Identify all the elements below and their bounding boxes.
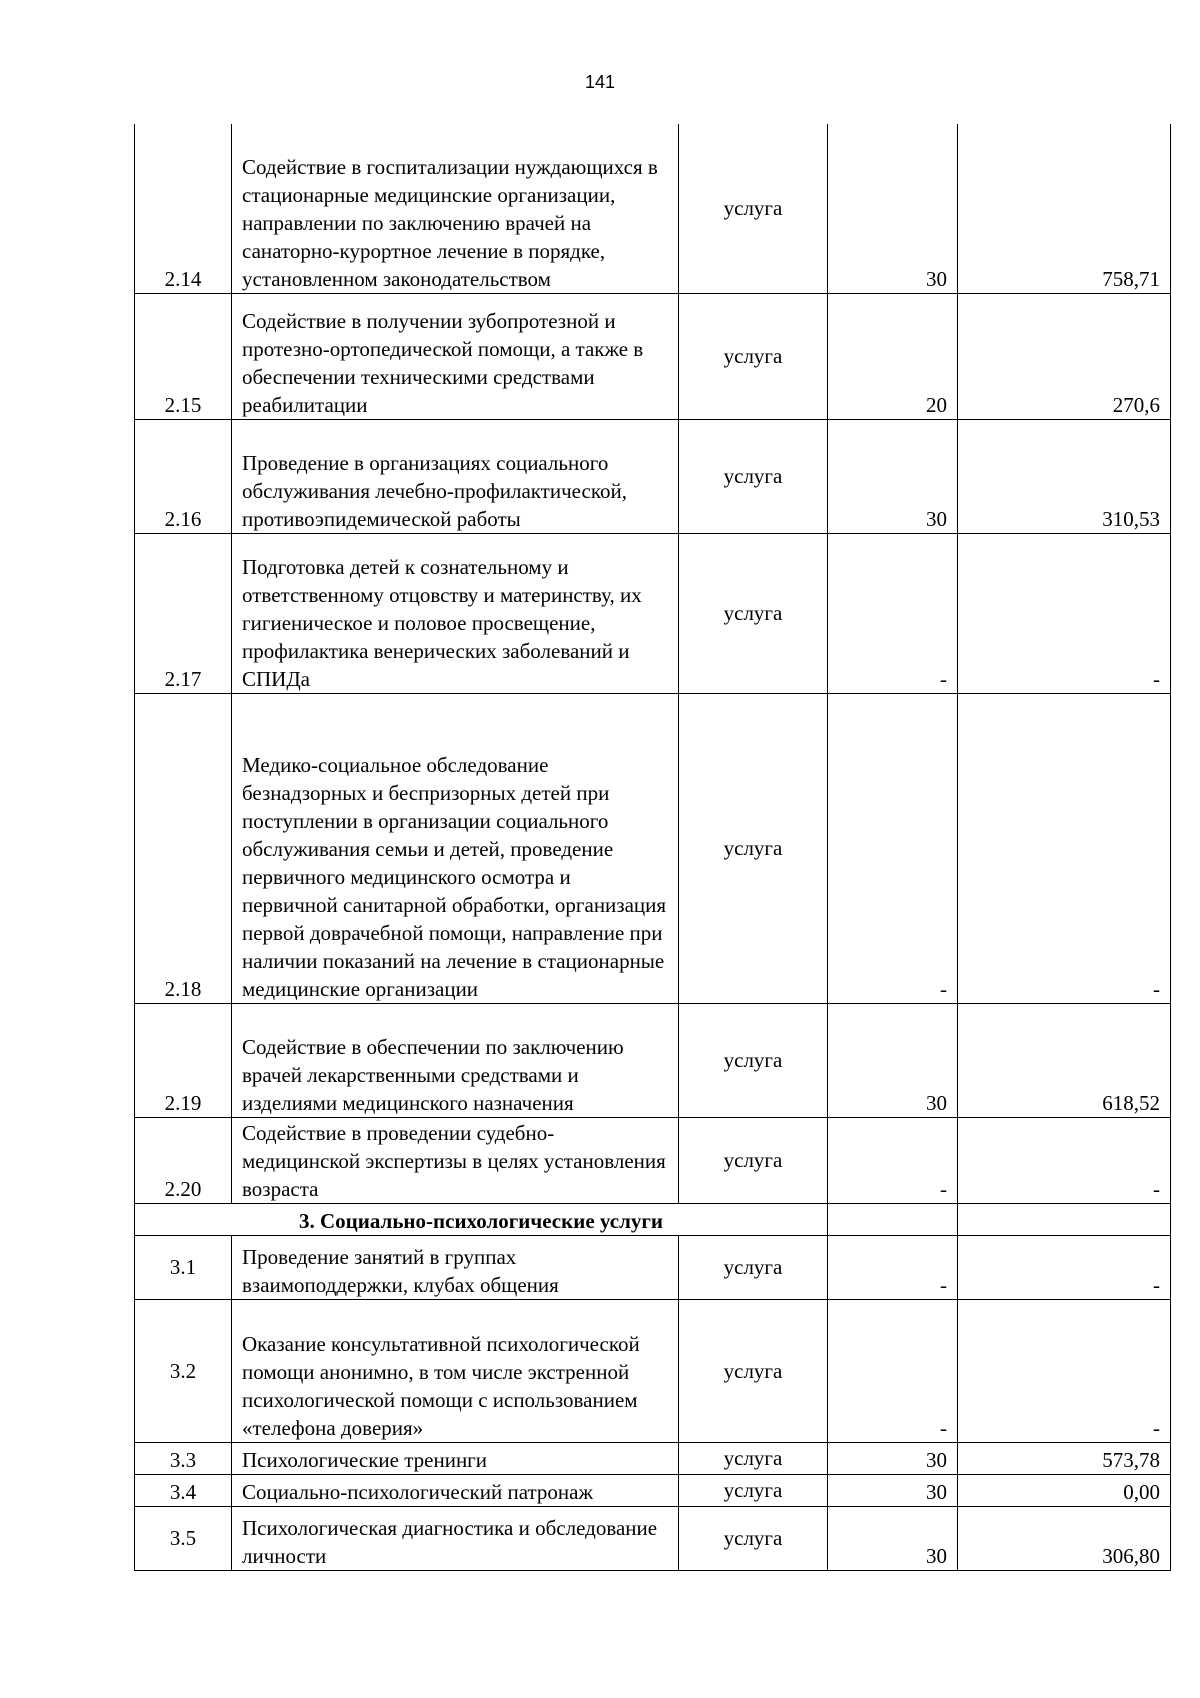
service-name: Содействие в госпитализации нуждающихся в стационарные медицинские организации, направлении по заключению врачей на санаторно-курортное лечение в порядке, установленном законодательством [232, 124, 679, 293]
service-unit: услуга [679, 293, 828, 419]
row-number: 2.15 [135, 293, 232, 419]
service-name: Содействие в получении зубопротезной и протезно-ортопедической помощи, а также в обеспечении техническими средствами реабилитации [232, 293, 679, 419]
row-number: 3.3 [135, 1442, 232, 1474]
row-number: 2.18 [135, 693, 232, 1003]
service-price: - [958, 1235, 1171, 1299]
service-name: Содействие в обеспечении по заключению врачей лекарственными средствами и изделиями медицинского назначения [232, 1003, 679, 1117]
table-row [135, 1299, 1171, 1442]
row-number: 3.5 [135, 1506, 232, 1570]
table-row [135, 1442, 1171, 1474]
service-price: - [958, 1299, 1171, 1442]
table-row [135, 419, 1171, 533]
service-quantity: - [828, 1299, 958, 1442]
service-name: Проведение в организациях социального обслуживания лечебно-профилактической, противоэпидемической работы [232, 419, 679, 533]
table-row [135, 1235, 1171, 1299]
service-price: - [958, 693, 1171, 1003]
service-price: 0,00 [958, 1474, 1171, 1506]
table-row [135, 1003, 1171, 1117]
service-quantity: 20 [828, 293, 958, 419]
empty-cell [828, 1203, 958, 1235]
service-quantity: - [828, 1117, 958, 1203]
row-number: 2.16 [135, 419, 232, 533]
section-title: 3. Социально-психологические услуги [135, 1203, 828, 1235]
row-number: 2.19 [135, 1003, 232, 1117]
page-number: 141 [584, 72, 616, 92]
service-name: Социально-психологический патронаж [232, 1474, 679, 1506]
section-header-row [135, 1203, 1171, 1235]
table-row [135, 293, 1171, 419]
table-row [135, 124, 1171, 293]
service-quantity: 30 [828, 1506, 958, 1570]
table-row [135, 1117, 1171, 1203]
service-unit: услуга [679, 1442, 828, 1474]
service-quantity: 30 [828, 1442, 958, 1474]
service-unit: услуга [679, 1299, 828, 1442]
service-name: Проведение занятий в группах взаимоподдержки, клубах общения [232, 1235, 679, 1299]
row-number: 3.2 [135, 1299, 232, 1442]
service-name: Медико-социальное обследование безнадзорных и беспризорных детей при поступлении в организации социального обслуживания семьи и детей, проведение первичного медицинского осмотра и первичной санитарной обработки, организация первой доврачебной помощи, направление при наличии показаний на лечение в стационарные медицинские организации [232, 693, 679, 1003]
service-quantity: 30 [828, 419, 958, 533]
service-quantity: 30 [828, 1003, 958, 1117]
row-number: 3.4 [135, 1474, 232, 1506]
empty-cell [958, 1203, 1171, 1235]
table-row [135, 533, 1171, 693]
table-row [135, 1474, 1171, 1506]
row-number: 3.1 [135, 1235, 232, 1299]
row-number: 2.17 [135, 533, 232, 693]
service-unit: услуга [679, 1474, 828, 1506]
service-price: 306,80 [958, 1506, 1171, 1570]
service-unit: услуга [679, 1506, 828, 1570]
service-quantity: - [828, 1235, 958, 1299]
table-row [135, 693, 1171, 1003]
services-table [134, 124, 1171, 1571]
service-price: 618,52 [958, 1003, 1171, 1117]
service-unit: услуга [679, 419, 828, 533]
service-unit: услуга [679, 693, 828, 1003]
service-unit: услуга [679, 1235, 828, 1299]
service-quantity: - [828, 693, 958, 1003]
service-price: 270,6 [958, 293, 1171, 419]
service-name: Психологическая диагностика и обследование личности [232, 1506, 679, 1570]
service-price: 310,53 [958, 419, 1171, 533]
row-number: 2.20 [135, 1117, 232, 1203]
service-price: 758,71 [958, 124, 1171, 293]
service-price: - [958, 1117, 1171, 1203]
service-price: - [958, 533, 1171, 693]
service-unit: услуга [679, 1003, 828, 1117]
row-number: 2.14 [135, 124, 232, 293]
service-name: Подготовка детей к сознательному и ответственному отцовству и материнству, их гигиеническое и половое просвещение, профилактика венерических заболеваний и СПИДа [232, 533, 679, 693]
service-unit: услуга [679, 1117, 828, 1203]
service-name: Психологические тренинги [232, 1442, 679, 1474]
service-quantity: 30 [828, 124, 958, 293]
service-name: Оказание консультативной психологической помощи анонимно, в том числе экстренной психологической помощи с использованием «телефона доверия» [232, 1299, 679, 1442]
service-quantity: - [828, 533, 958, 693]
service-price: 573,78 [958, 1442, 1171, 1474]
table-row [135, 1506, 1171, 1570]
service-quantity: 30 [828, 1474, 958, 1506]
service-unit: услуга [679, 124, 828, 293]
service-unit: услуга [679, 533, 828, 693]
service-name: Содействие в проведении судебно-медицинской экспертизы в целях установления возраста [232, 1117, 679, 1203]
